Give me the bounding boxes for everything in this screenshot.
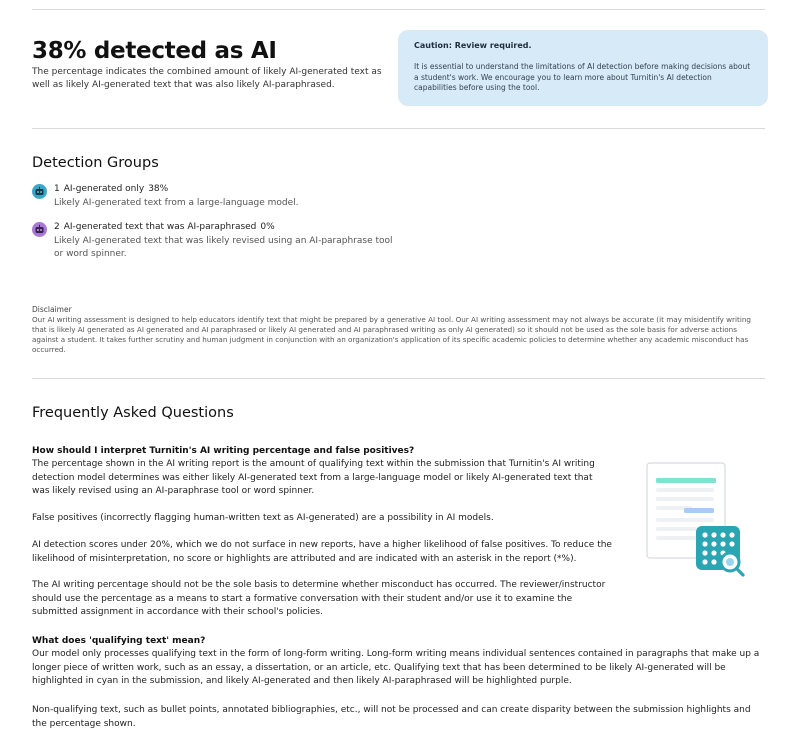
detection-groups-title: Detection Groups [32, 155, 159, 171]
faq-question: What does 'qualifying text' mean? [32, 636, 206, 646]
faq-answer-paragraph: AI detection scores under 20%, which we do not surface in new reports, have a higher likelihood of false positives. To reduce the likelihood of misinterpretation, no score or highlights are attributed and are indicated with an asterisk in the report (*%). [32, 540, 612, 564]
group-number: 2 [54, 222, 60, 232]
group-name: AI-generated only [63, 184, 145, 194]
robot-icon [32, 184, 47, 199]
caution-body: It is essential to understand the limitations of AI detection before making decisions about a student's work. We encourage you to learn more about Turnitin's AI detection capabilities before using the tool. [414, 62, 751, 92]
faq-answer-paragraph: False positives (incorrectly flagging human-written text as AI-generated) are a possibility in AI models. [32, 513, 494, 523]
faq-answer-paragraph: Non-qualifying text, such as bullet points, annotated bibliographies, etc., will not be processed and can create disparity between the submission highlights and the percentage shown. [32, 705, 751, 729]
disclaimer-label: Disclaimer [32, 305, 72, 314]
caution-banner [398, 30, 768, 106]
faq-answer-paragraph: The percentage shown in the AI writing report is the amount of qualifying text within the submission that Turnitin's AI writing detection model determines was either likely AI-generated text from a large-language model or likely AI-generated text that was likely revised using an AI-paraphrase tool or word spinner. [32, 459, 595, 496]
divider [32, 378, 765, 379]
group-name: AI-generated text that was AI-paraphrased [63, 222, 257, 232]
ai-score-description: The percentage indicates the combined amount of likely AI-generated text as well as likely AI-generated text that was also likely AI-paraphrased. [32, 67, 382, 90]
disclaimer-text: Our AI writing assessment is designed to help educators identify text that might be prepared by a generative AI tool. Our AI writing assessment may not always be accurate (it may misidentify writing that is likely AI generated as AI generated and AI paraphrased or likely AI generated and AI paraphrased writing as only AI generated) so it should not be used as the sole basis for adverse actions against a student. It takes further scrutiny and human judgment in conjunction with an organization's application of its specific academic policies to determine whether any academic misconduct has occurred. [32, 315, 751, 354]
divider [32, 128, 765, 129]
group-number: 1 [54, 184, 60, 194]
group-heading [54, 184, 168, 194]
group-description: Likely AI-generated text that was likely revised using an AI-paraphrase tool or word spinner. [54, 236, 393, 259]
faq-title: Frequently Asked Questions [32, 405, 234, 421]
ai-score-headline: 38% detected as AI [32, 38, 277, 64]
group-percent: 38% [148, 184, 169, 194]
faq-question: How should I interpret Turnitin's AI writing percentage and false positives? [32, 446, 415, 456]
top-divider [32, 9, 765, 10]
group-percent: 0% [260, 222, 275, 232]
faq-answer-paragraph: The AI writing percentage should not be the sole basis to determine whether misconduct has occurred. The reviewer/instructor should use the percentage as a means to start a formative conversation with their student and/or use it to examine the submitted assignment in accordance with their school's policies. [32, 580, 606, 617]
document-scan-illustration [642, 458, 752, 588]
caution-title: Caution: Review required. [414, 41, 532, 50]
faq-answer-paragraph: Our model only processes qualifying text in the form of long-form writing. Long-form writing means individual sentences contained in paragraphs that make up a longer piece of written work, such as an essay, a dissertation, or an article, etc. Qualifying text that has been determined to be likely AI-generated will be highlighted in cyan in the submission, and likely AI-generated and then likely AI-paraphrased will be highlighted purple. [32, 649, 760, 686]
paraphrase-robot-icon [32, 222, 47, 237]
group-description: Likely AI-generated text from a large-language model. [54, 198, 299, 208]
group-heading [54, 222, 275, 232]
